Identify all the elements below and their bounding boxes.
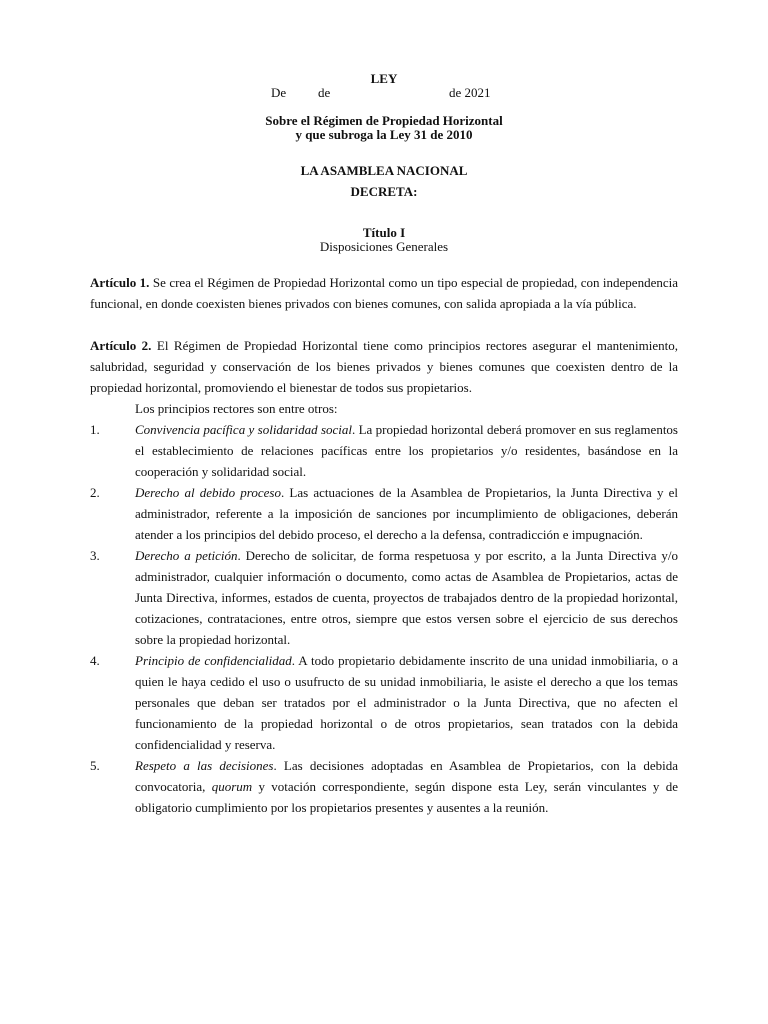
principle-number: 2. — [90, 485, 100, 500]
quorum-term: quorum — [211, 779, 253, 794]
principle-item-3 — [90, 545, 678, 650]
principle-item-1 — [90, 419, 678, 482]
article-1-text: Se crea el Régimen de Propiedad Horizontal como un tipo especial de propiedad, con independencia funcional, en donde coexisten bienes privados con bienes comunes, con salida apropiada a la vía pública. — [90, 275, 679, 311]
principle-text: . Las actuaciones de la Asamblea de Propietarios, la Junta Directiva y el administrador, referente a la imposición de sanciones por incumplimiento de obligaciones, deberán atender a los principios del debido proceso, el derecho a la defensa, contradicción e impugnación. — [135, 485, 678, 542]
principle-text: . Derecho de solicitar, de forma respetuosa y por escrito, a la Junta Directiva y/o administrador, cualquier información o documento, como actas de Asamblea de Propietarios, actas de Junta Directiva, informes, estados de cuenta, proyectos de trabajados dentro de la propiedad horizontal, cotizaciones, contrataciones, entre otros, siempre que estos versen sobre el ejercicio de sus derechos sobre la propiedad horizontal. — [135, 548, 678, 647]
law-heading: LEY — [370, 71, 398, 86]
titulo-subheading: Disposiciones Generales — [319, 239, 449, 254]
decreta-heading: DECRETA: — [350, 184, 418, 199]
asamblea-heading: LA ASAMBLEA NACIONAL — [300, 163, 468, 178]
principle-text: . La propiedad horizontal deberá promover en sus reglamentos el establecimiento de relaciones pacíficas entre los propietarios y/o residentes, basándose en la cooperación y solidaridad social. — [135, 422, 678, 479]
article-1 — [90, 272, 678, 314]
titulo-heading: Título I — [362, 225, 406, 240]
principle-title: Derecho a petición — [135, 548, 238, 563]
principle-text: . Las decisiones adoptadas en Asamblea de Propietarios, con la debida convocatoria, — [135, 758, 678, 794]
article-2-intro: Los principios rectores son entre otros: — [135, 401, 338, 416]
principle-title: Respeto a las decisiones — [135, 758, 274, 773]
principle-item-4 — [90, 650, 678, 755]
date-de-1: De — [271, 85, 287, 100]
principle-title: Derecho al debido proceso — [135, 485, 281, 500]
principle-title: Principio de confidencialidad — [135, 653, 292, 668]
article-2-text: El Régimen de Propiedad Horizontal tiene como principios rectores asegurar el mantenimiento, salubridad, seguridad y conservación de los bienes privados y bienes comunes que coexisten dentro de la propiedad horizontal, promoviendo el bienestar de todos sus propietarios. — [90, 338, 678, 395]
date-year: de 2021 — [449, 85, 491, 100]
principle-title: Convivencia pacífica y solidaridad social — [135, 422, 352, 437]
principle-item-5 — [90, 755, 678, 818]
subtitle-line-1: Sobre el Régimen de Propiedad Horizontal — [265, 113, 503, 128]
principle-number: 3. — [90, 548, 100, 563]
principle-text: . A todo propietario debidamente inscrito de una unidad inmobiliaria, o a quien le haya cedido el uso o usufructo de su unidad inmobiliaria, le asiste el derecho a que los temas personales que deban ser tratados por el administrador o la Junta Directiva, que no afecten el funcionamiento de la propiedad horizontal o de otros propietarios, sean tratados con la debida confidencialidad y reserva. — [135, 653, 678, 752]
article-2 — [90, 335, 678, 398]
principle-item-2 — [90, 482, 678, 545]
principle-number: 1. — [90, 422, 100, 437]
date-de-2: de — [318, 85, 331, 100]
principle-number: 4. — [90, 653, 100, 668]
subtitle-line-2: y que subroga la Ley 31 de 2010 — [295, 127, 473, 142]
principle-number: 5. — [90, 758, 100, 773]
principle-text-cont: y votación correspondiente, según dispone esta Ley, serán vinculantes y de obligatorio cumplimiento por los propietarios presentes y ausentes a la reunión. — [135, 779, 678, 815]
article-1-label: Artículo 1. — [90, 275, 150, 290]
article-2-label: Artículo 2. — [90, 338, 152, 353]
article-body — [90, 272, 678, 818]
